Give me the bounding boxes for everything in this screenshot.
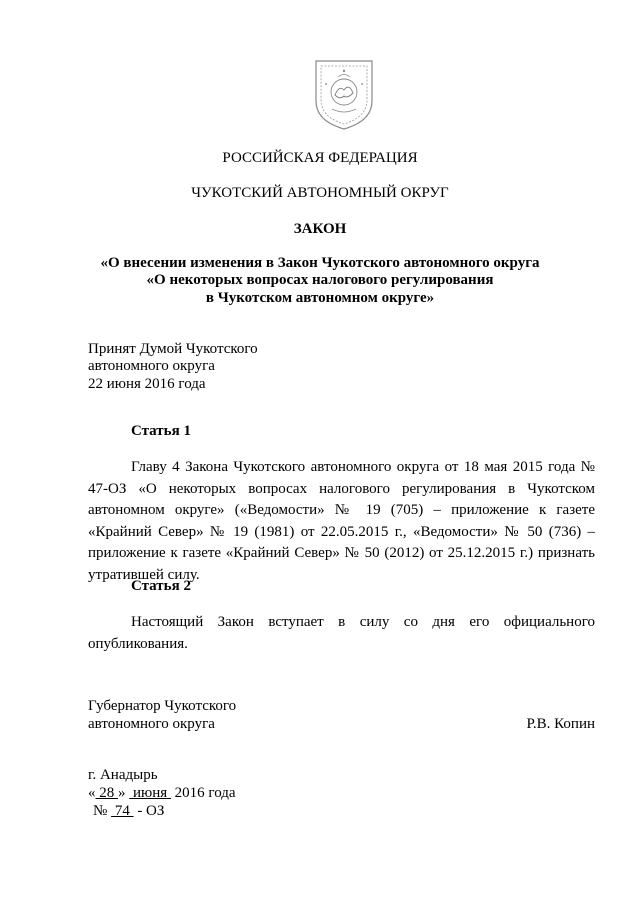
law-title-line-2: «О некоторых вопросах налогового регулирования	[146, 272, 494, 288]
article-1-body: Главу 4 Закона Чукотского автономного округа от 18 мая 2015 года № 47-ОЗ «О некоторых вопросах налогового регулирования в Чукотском автономном округе» («Ведомости» № 19 (705) – приложение к газете «Крайний Север» № 19 (1981) от 22.05.2015 г., «Ведомости» № 50 (736) – приложение к газете «Крайний Север» № 50 (2012) от 25.12.2015 г.) признать утратившей силу.	[88, 459, 595, 583]
coat-of-arms-emblem-icon	[312, 59, 376, 131]
adoption-date: 22 июня 2016 года	[88, 376, 206, 392]
article-1-text	[88, 457, 595, 586]
region-name: ЧУКОТСКИЙ АВТОНОМНЫЙ ОКРУГ	[191, 185, 449, 201]
article-2-body: Настоящий Закон вступает в силу со дня его официального опубликования.	[88, 614, 595, 652]
number-suffix: - ОЗ	[133, 803, 165, 819]
date-year: 2016 года	[170, 785, 236, 801]
law-title-line-1: «О внесении изменения в Закон Чукотского автономного округа	[100, 255, 540, 271]
city: г. Анадырь	[88, 767, 158, 783]
date-close-quote: »	[118, 785, 130, 801]
adoption-line-2: автономного округа	[88, 358, 215, 374]
adoption-line-1: Принят Думой Чукотского	[88, 341, 258, 357]
number-value: 74	[111, 803, 134, 819]
signatory-title-line-2: автономного округа	[88, 716, 215, 732]
date-day: 28	[95, 785, 118, 801]
signatory-title-line-1: Губернатор Чукотского	[88, 698, 237, 714]
country-name: РОССИЙСКАЯ ФЕДЕРАЦИЯ	[222, 150, 418, 166]
law-number	[93, 803, 164, 820]
document-type: ЗАКОН	[293, 221, 347, 237]
date-month: июня	[129, 785, 171, 801]
article-1-heading: Статья 1	[131, 423, 191, 439]
number-sign: №	[93, 803, 112, 819]
article-2-heading: Статья 2	[131, 578, 191, 594]
article-2-text	[88, 612, 595, 655]
law-title-line-3: в Чукотском автономном округе»	[205, 290, 435, 306]
signatory-name: Р.В. Копин	[526, 716, 595, 732]
signing-date	[88, 785, 236, 802]
date-open-quote: «	[88, 785, 96, 801]
